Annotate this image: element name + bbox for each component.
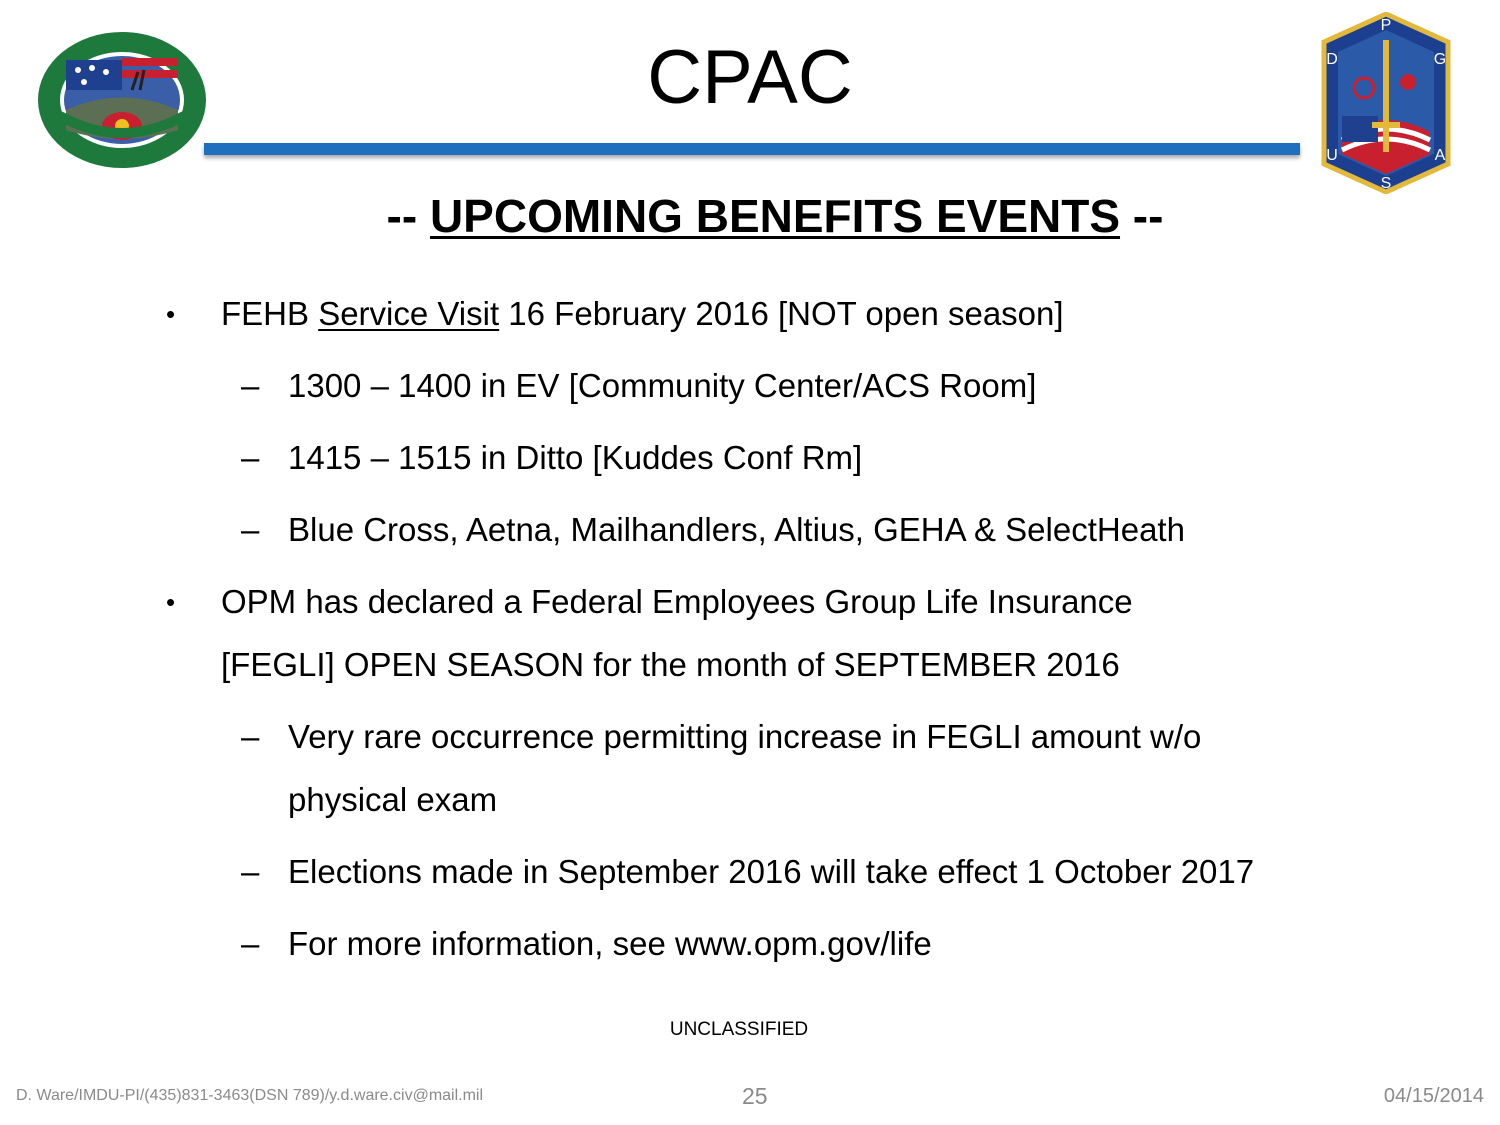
title-underline-rule	[204, 143, 1300, 155]
dpg-usa-shield-icon	[1320, 12, 1452, 194]
sub-item-rare-occurrence-line1: Very rare occurrence permitting increase in FEGLI amount w/o	[288, 718, 1202, 755]
bullet1-text-b: 16 February 2016 [NOT open season]	[499, 295, 1064, 332]
dash-marker: –	[241, 718, 260, 755]
slide-title: CPAC	[647, 35, 853, 120]
sub-item-elections-effective: Elections made in September 2016 will take effect 1 October 2017	[288, 853, 1255, 890]
heading-suffix: --	[1120, 190, 1164, 242]
dash-marker: –	[241, 925, 260, 962]
footer-contact: D. Ware/IMDU-PI/(435)831-3463(DSN 789)/y.d.ware.civ@mail.mil	[16, 1087, 484, 1104]
dpg-usa-badge	[1320, 12, 1452, 194]
slide-date: 04/15/2014	[1383, 1085, 1484, 1107]
bullet-fehb-service-visit	[221, 294, 1064, 334]
badge-letter-g: G	[1433, 51, 1447, 68]
page-number: 25	[742, 1083, 768, 1109]
dash-marker: –	[241, 853, 260, 890]
badge-letter-s: S	[1380, 175, 1392, 192]
sub-item-carriers: Blue Cross, Aetna, Mailhandlers, Altius, GEHA & SelectHeath	[288, 511, 1185, 548]
bullet-marker: •	[166, 299, 176, 329]
bullet1-underlined-text: Service Visit	[318, 295, 500, 332]
classification-label: UNCLASSIFIED	[669, 1019, 809, 1040]
dash-marker: –	[241, 367, 260, 404]
bullet-fegli-line2: [FEGLI] OPEN SEASON for the month of SEPTEMBER 2016	[221, 646, 1120, 683]
bullet-fegli-line1: OPM has declared a Federal Employees Group Life Insurance	[221, 583, 1133, 620]
section-heading	[0, 188, 1500, 244]
dash-marker: –	[241, 439, 260, 476]
badge-letter-p: P	[1380, 17, 1392, 34]
badge-letter-d: D	[1326, 51, 1338, 68]
heading-main: UPCOMING BENEFITS EVENTS	[429, 190, 1121, 242]
sub-item-ev-time: 1300 – 1400 in EV [Community Center/ACS Room]	[288, 367, 1037, 404]
badge-letter-a: A	[1434, 147, 1446, 164]
bullet-marker: •	[166, 587, 176, 617]
sub-item-more-information: For more information, see www.opm.gov/life	[288, 925, 932, 962]
bullet1-text-a: FEHB	[221, 295, 319, 332]
sub-item-ditto-time: 1415 – 1515 in Ditto [Kuddes Conf Rm]	[288, 439, 863, 476]
dash-marker: –	[241, 511, 260, 548]
badge-letter-u: U	[1326, 147, 1338, 164]
heading-prefix: --	[386, 190, 430, 242]
sub-item-rare-occurrence-line2: physical exam	[288, 781, 498, 818]
